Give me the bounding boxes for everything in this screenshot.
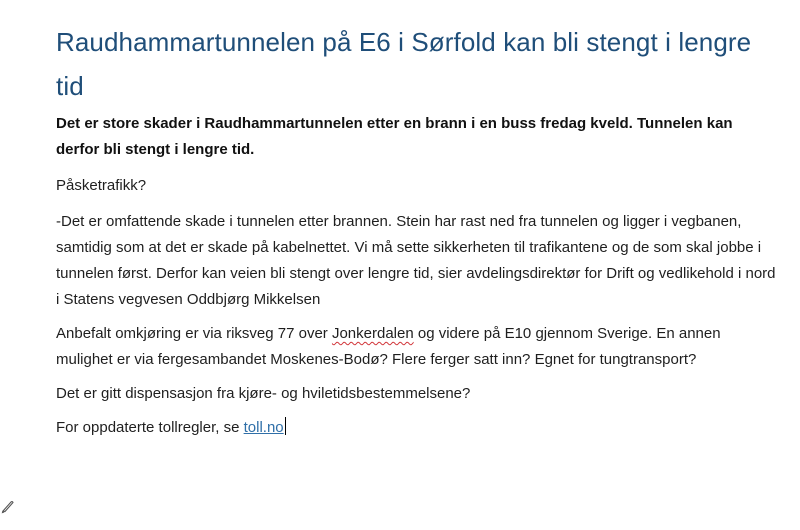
detour-text-after: og videre på E10 gjennom Sverige. En annen mulighet er via fergesambandet Moskenes-Bodø? Flere ferger satt inn? Egnet for tungtransport? [56,325,721,368]
paragraph-quote[interactable]: -Det er omfattende skade i tunnelen etter brannen. Stein har rast ned fra tunnelen og ligger i vegbanen, samtidig som at det er skade på kabelnettet. Vi må sette sikkerheten til trafikantene og de som skal jobbe i tunnelen først. Derfor kan veien bli stengt over lengre tid, sier avdelingsdirektør for Drift og vedlikehold i nord i Statens vegvesen Oddbjørg Mikkelsen [56,213,776,308]
paragraph-toll[interactable] [56,415,776,441]
document-body [56,20,776,441]
text-cursor [285,417,286,435]
detour-text-before: Anbefalt omkjøring er via riksveg 77 over [56,325,332,342]
paragraph-detour[interactable] [56,321,776,373]
article-title[interactable]: Raudhammartunnelen på E6 i Sørfold kan bli stengt i lengre tid [56,27,752,101]
misspelled-word[interactable]: Jonkerdalen [331,325,414,342]
toll-text: For oppdaterte tollregler, se [56,419,244,436]
article-lead[interactable]: Det er store skader i Raudhammartunnelen etter en brann i en buss fredag kveld. Tunnelen kan derfor bli stengt i lengre tid. [56,115,733,158]
toll-link[interactable]: toll.no [243,419,284,436]
paragraph-question[interactable]: Påsketrafikk? [56,177,147,194]
paragraph-dispensation[interactable]: Det er gitt dispensasjon fra kjøre- og hviletidsbestemmelsene? [56,385,471,402]
pen-icon[interactable] [0,498,16,514]
